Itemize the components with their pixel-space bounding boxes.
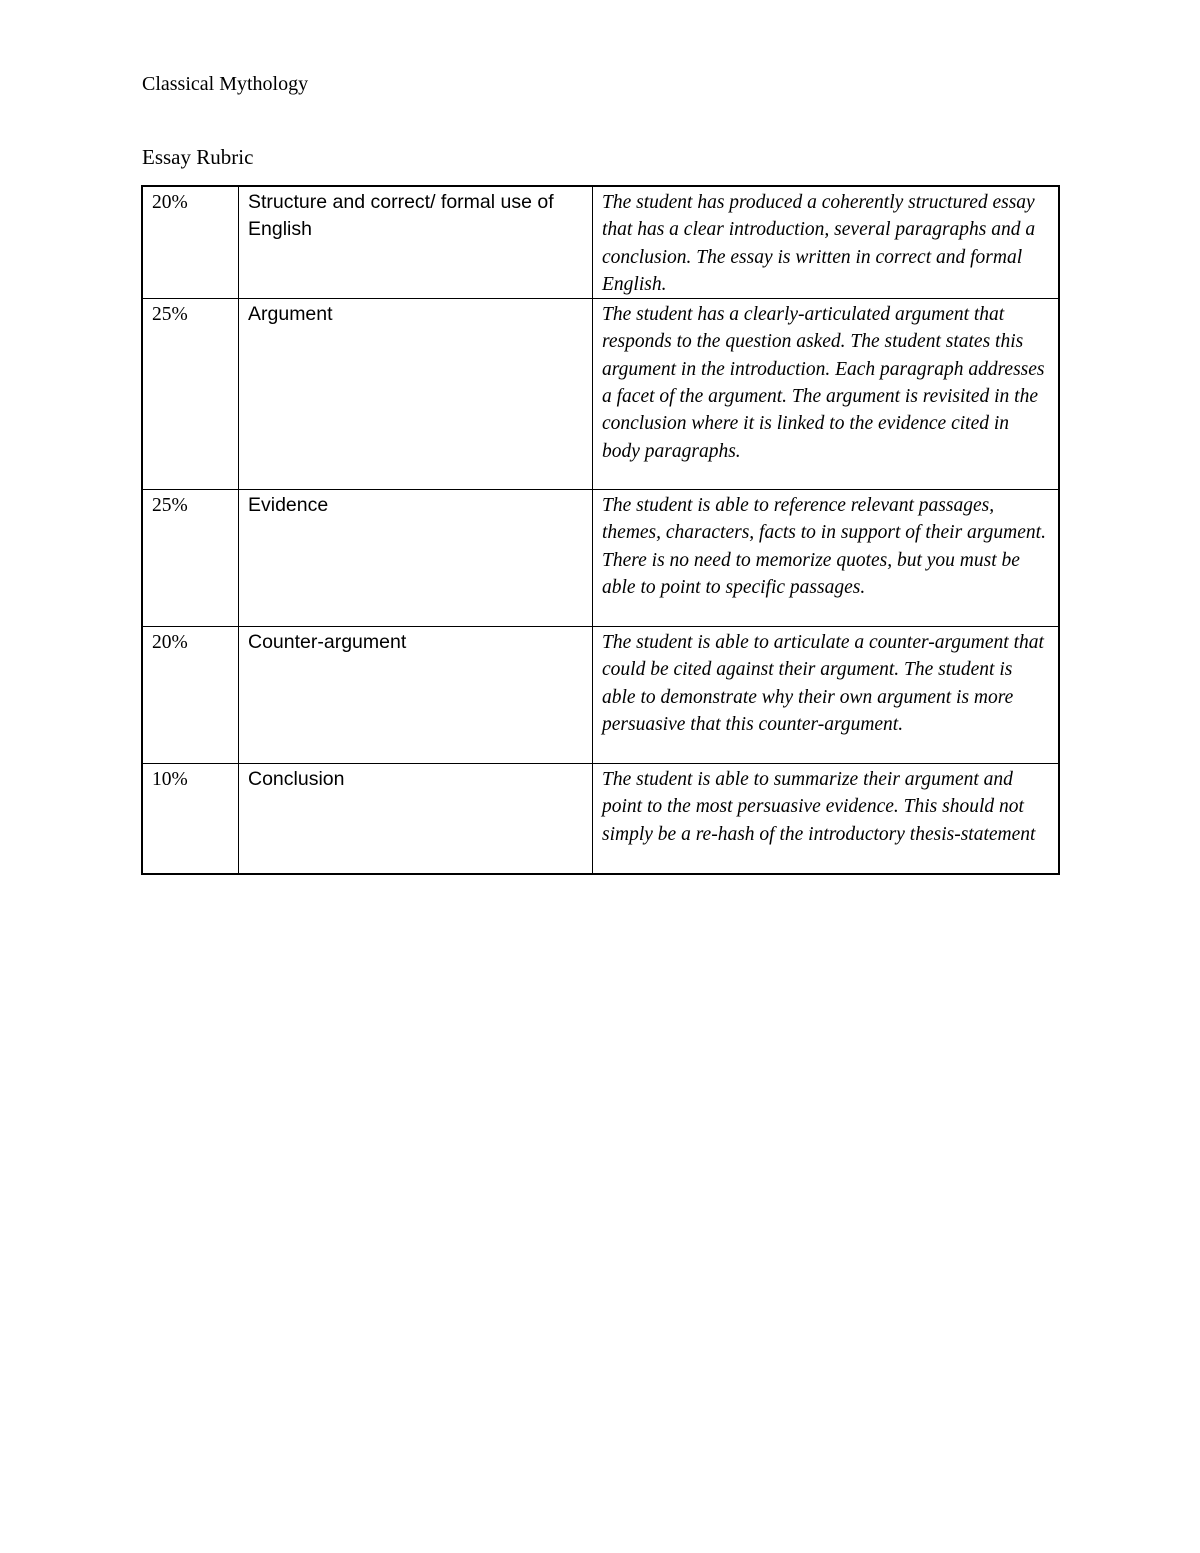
rubric-row xyxy=(142,299,1059,490)
criterion-cell: Structure and correct/ formal use of English xyxy=(239,186,593,299)
weight-cell: 10% xyxy=(142,764,239,875)
rubric-row xyxy=(142,764,1059,875)
rubric-table xyxy=(141,185,1060,875)
document-heading: Essay Rubric xyxy=(142,145,254,169)
description-cell: The student is able to articulate a counter-argument that could be cited against their argument. The student is able to demonstrate why their own argument is more persuasive that this counter-argument. xyxy=(593,627,1060,764)
weight-cell: 20% xyxy=(142,186,239,299)
description-cell: The student is able to summarize their argument and point to the most persuasive evidence. This should not simply be a re-hash of the introductory thesis-statement xyxy=(593,764,1060,875)
criterion-cell: Evidence xyxy=(239,490,593,627)
description-cell: The student has produced a coherently structured essay that has a clear introduction, several paragraphs and a conclusion. The essay is written in correct and formal English. xyxy=(593,186,1060,299)
rubric-row xyxy=(142,186,1059,299)
criterion-cell: Argument xyxy=(239,299,593,490)
course-title: Classical Mythology xyxy=(142,73,309,95)
weight-cell: 20% xyxy=(142,627,239,764)
criterion-cell: Counter-argument xyxy=(239,627,593,764)
rubric-row xyxy=(142,627,1059,764)
weight-cell: 25% xyxy=(142,490,239,627)
description-cell: The student is able to reference relevant passages, themes, characters, facts to in support of their argument. There is no need to memorize quotes, but you must be able to point to specific passages. xyxy=(593,490,1060,627)
criterion-cell: Conclusion xyxy=(239,764,593,875)
description-cell: The student has a clearly-articulated argument that responds to the question asked. The student states this argument in the introduction. Each paragraph addresses a facet of the argument. The argument is revisited in the conclusion where it is linked to the evidence cited in body paragraphs. xyxy=(593,299,1060,490)
weight-cell: 25% xyxy=(142,299,239,490)
rubric-row xyxy=(142,490,1059,627)
